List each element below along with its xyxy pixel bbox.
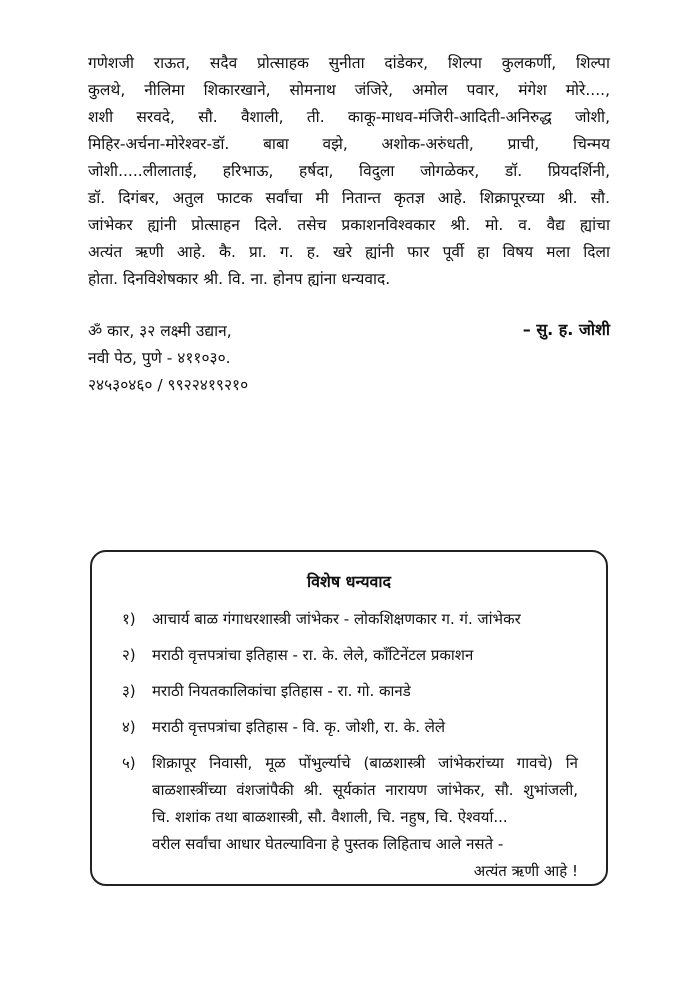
thanks-item — [122, 750, 578, 885]
paragraph-line: गणेशजी राऊत, सदैव प्रोत्साहक सुनीता दांडेकर, शिल्पा कुलकर्णी, शिल्पा — [88, 54, 610, 72]
paragraph-line: कुलथे, नीलिमा शिकारखाने, सोमनाथ जंजिरे, अमोल पवार, मंगेश मोरे...., — [88, 81, 610, 99]
thanks-item-text: मराठी वृत्तपत्रांचा इतिहास - वि. कृ. जोशी, रा. के. लेले — [152, 718, 446, 736]
paragraph-line: डॉ. दिगंबर, अतुल फाटक सर्वांचा मी नितान्त कृतज्ञ आहे. शिक्रापूरच्या श्री. सौ. — [88, 189, 610, 207]
acknowledgement-paragraph — [88, 50, 610, 293]
thanks-item-number: २) — [122, 646, 136, 664]
thanks-item-text: आचार्य बाळ गंगाधरशास्त्री जांभेकर - लोकशिक्षणकार ग. गं. जांभेकर — [152, 610, 521, 628]
thanks-item-text: अत्यंत ऋणी आहे ! — [473, 862, 578, 880]
thanks-item — [122, 642, 578, 669]
thanks-item-number: ३) — [122, 682, 136, 700]
address-line: ॐ कार, ३२ लक्ष्मी उद्यान, — [88, 322, 232, 340]
phone-numbers: २४५३०४६० / ९९२२४१९२१० — [88, 376, 249, 394]
thanks-item — [122, 606, 578, 633]
special-thanks-title: विशेष धन्यवाद — [306, 572, 392, 591]
paragraph-line: अत्यंत ऋणी आहे. कै. प्रा. ग. ह. खरे ह्यांनी फार पूर्वी हा विषय मला दिला — [88, 243, 610, 261]
paragraph-line: होता. दिनविशेषकार श्री. वि. ना. होनप ह्यांना धन्यवाद. — [88, 270, 391, 288]
paragraph-line: शशी सरवदे, सौ. वैशाली, ती. काकू-माधव-मंजिरी-आदिती-अनिरुद्ध जोशी, — [88, 108, 610, 126]
thanks-item-text: शिक्रापूर निवासी, मूळ पोंभुर्ल्याचे (बाळशास्त्री जांभेकरांच्या गावचे) नि — [152, 754, 578, 772]
thanks-item-number: ५) — [122, 754, 136, 772]
special-thanks-box — [90, 550, 608, 886]
paragraph-line: मिहिर-अर्चना-मोरेश्वर-डॉ. बाबा वझे, अशोक-अरुंधती, प्राची, चिन्मय — [88, 135, 610, 153]
author-address-block — [88, 318, 610, 399]
paragraph-line: जोशी.....लीलाताई, हरिभाऊ, हर्षदा, विदुला जोगळेकर, डॉ. प्रियदर्शिनी, — [88, 162, 610, 180]
author-signature: – सु. ह. जोशी — [522, 320, 610, 339]
thanks-item — [122, 714, 578, 741]
thanks-item-text: मराठी नियतकालिकांचा इतिहास - रा. गो. कानडे — [152, 682, 411, 700]
thanks-item-text: बाळशास्त्रींच्या वंशजांपैकी श्री. सूर्यकांत नारायण जांभेकर, सौ. शुभांजली, — [152, 781, 578, 799]
thanks-item-number: १) — [122, 610, 136, 628]
thanks-item-text: चि. शशांक तथा बाळशास्त्री, सौ. वैशाली, चि. नहुष, चि. ऐश्वर्या... — [152, 808, 508, 826]
thanks-item-text: वरील सर्वांचा आधार घेतल्याविना हे पुस्तक लिहिताच आले नसते - — [152, 835, 504, 853]
thanks-item — [122, 678, 578, 705]
thanks-item-text: मराठी वृत्तपत्रांचा इतिहास - रा. के. लेले, कॉंटिनेंटल प्रकाशन — [152, 646, 474, 664]
thanks-item-number: ४) — [122, 718, 136, 736]
address-line: नवी पेठ, पुणे - ४११०३०. — [88, 349, 231, 367]
paragraph-line: जांभेकर ह्यांनी प्रोत्साहन दिले. तसेच प्रकाशनविश्वकार श्री. मो. व. वैद्य ह्यांचा — [88, 216, 610, 234]
